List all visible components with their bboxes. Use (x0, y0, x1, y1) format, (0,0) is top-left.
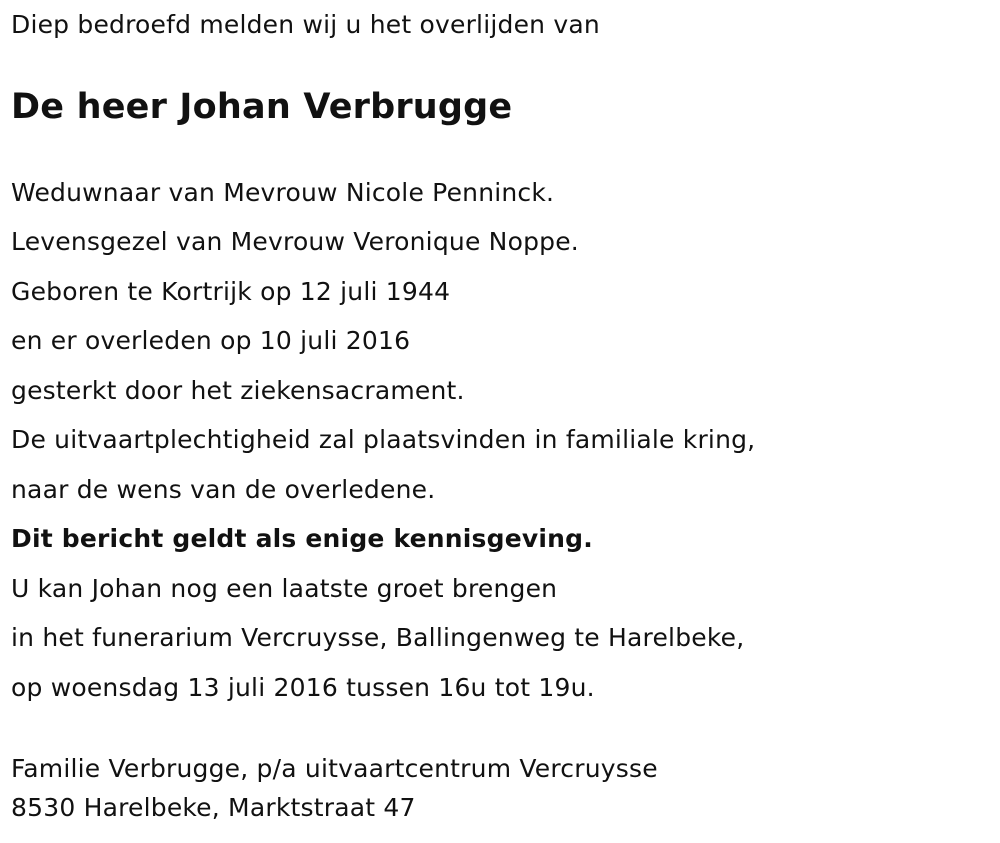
body-line-date-time: op woensdag 13 juli 2016 tussen 16u tot 19u. (11, 673, 595, 702)
intro-text: Diep bedroefd melden wij u het overlijden van (11, 10, 600, 39)
body-line-died: en er overleden op 10 juli 2016 (11, 326, 411, 355)
footer-address: 8530 Harelbeke, Marktstraat 47 (11, 793, 416, 822)
body-line-born: Geboren te Kortrijk op 12 juli 1944 (11, 277, 451, 306)
body-line-notice: Dit bericht geldt als enige kennisgeving. (11, 524, 593, 553)
deceased-name-heading: De heer Johan Verbrugge (11, 87, 513, 127)
body-line-visit: U kan Johan nog een laatste groet brengen (11, 574, 558, 603)
body-line-sacrament: gesterkt door het ziekensacrament. (11, 376, 465, 405)
body-line-ceremony: De uitvaartplechtigheid zal plaatsvinden in familiale kring, (11, 425, 756, 454)
body-line-widower: Weduwnaar van Mevrouw Nicole Penninck. (11, 178, 555, 207)
body-line-partner: Levensgezel van Mevrouw Veronique Noppe. (11, 227, 579, 256)
body-line-funerarium: in het funerarium Vercruysse, Ballingenweg te Harelbeke, (11, 623, 745, 652)
footer-family: Familie Verbrugge, p/a uitvaartcentrum Vercruysse (11, 754, 658, 783)
body-line-wish: naar de wens van de overledene. (11, 475, 436, 504)
